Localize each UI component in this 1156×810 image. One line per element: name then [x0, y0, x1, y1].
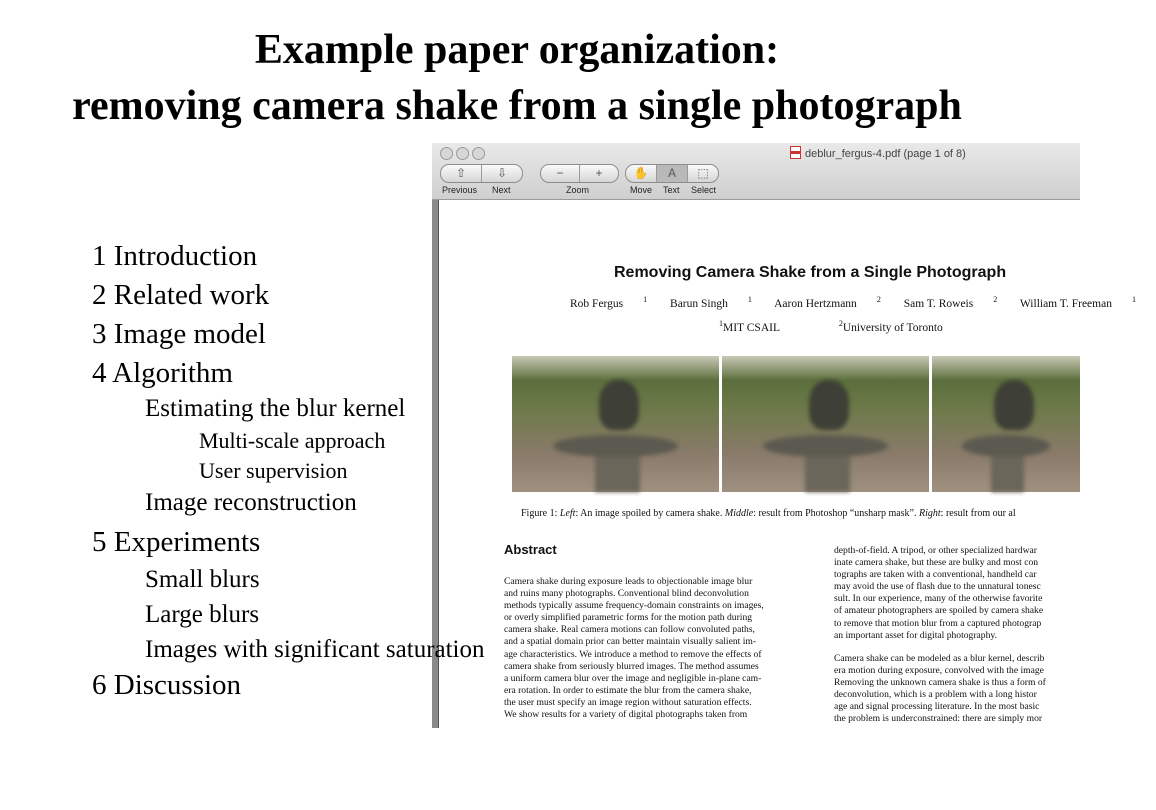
figure-caption: Figure 1: Left: An image spoiled by camera shake. Middle: result from Photoshop “unsharp mask”. Right: result from our al	[521, 508, 1016, 519]
previous-label: Previous	[442, 185, 478, 195]
text-tool-icon: A	[667, 166, 676, 180]
zoom-in-button[interactable]	[579, 165, 618, 182]
text-line: the problem is underconstrained: there are simply mor	[834, 713, 1043, 725]
intro-paragraph-2	[834, 653, 1046, 726]
text-line: and a spatial domain prior can better maintain visually salient im-	[504, 636, 757, 648]
next-arrow-icon: ⇩	[496, 166, 508, 180]
paper-authors	[570, 295, 1156, 310]
author: Rob Fergus $^1$	[570, 295, 648, 310]
text-line: the user must specify an image region without saturation effects.	[504, 696, 752, 708]
affiliation: $^1$MIT CSAIL	[719, 319, 780, 334]
abstract-heading: Abstract	[504, 542, 557, 557]
text-line: tographs are taken with a conventional, handheld car	[834, 569, 1037, 581]
hand-move-icon: ✋	[633, 166, 649, 180]
move-tool-button[interactable]	[626, 165, 656, 182]
text-line: era rotation. In order to estimate the blur from the camera shake,	[504, 684, 752, 696]
previous-page-button[interactable]	[441, 165, 481, 182]
text-line: an important asset for digital photography.	[834, 629, 997, 641]
text-line: and ruins many photographs. Conventional blind deconvolution	[504, 588, 749, 600]
window-title-text: deblur_fergus-4.pdf (page 1 of 8)	[805, 148, 966, 160]
zoom-label: Zoom	[566, 185, 590, 195]
outline-item-level-1: 5 Experiments	[92, 526, 261, 558]
page-nav-control	[440, 164, 523, 183]
outline-item-level-3: Multi-scale approach	[199, 428, 386, 453]
tool-mode-control	[625, 164, 719, 183]
text-line: to remove that motion blur from a captured photograp	[834, 617, 1042, 629]
zoom-window-button[interactable]	[472, 147, 485, 160]
outline-item-level-1: 3 Image model	[92, 318, 266, 350]
next-label: Next	[492, 185, 511, 195]
figure-image-middle	[722, 356, 929, 492]
window-controls	[440, 147, 488, 165]
window-title	[790, 146, 966, 160]
outline-item-level-2: Image reconstruction	[145, 489, 357, 516]
affiliation: $^2$University of Toronto	[838, 319, 943, 334]
text-line: may avoid the use of flash due to the unnatural tonesc	[834, 581, 1041, 593]
text-line: inate camera shake, but these are bulky and most con	[834, 557, 1039, 569]
text-line: camera shake. Real camera motions can follow convoluted paths,	[504, 624, 755, 636]
text-line: age characteristics. We introduce a method to remove the effects of	[504, 648, 762, 660]
outline-item-level-2: Images with significant saturation	[145, 636, 485, 663]
text-line: or overly simplified parametric forms for the motion path during	[504, 612, 753, 624]
paper-title: Removing Camera Shake from a Single Photograph	[614, 264, 1007, 281]
select-label: Select	[691, 185, 717, 195]
intro-paragraph-1	[834, 545, 1043, 642]
outline-item-level-1: 2 Related work	[92, 279, 270, 311]
text-line: sult. In our experience, many of the otherwise favorite	[834, 593, 1043, 605]
author: William T. Freeman $^1$	[1019, 295, 1136, 310]
text-line: age and signal processing literature. In the most basic	[834, 701, 1040, 713]
outline-item-level-2: Estimating the blur kernel	[145, 395, 406, 422]
zoom-in-icon: +	[595, 166, 603, 180]
minimize-window-button[interactable]	[456, 147, 469, 160]
abstract-text	[504, 576, 809, 721]
text-tool-button[interactable]	[656, 165, 687, 182]
zoom-control	[540, 164, 619, 183]
author: Barun Singh $^1$	[670, 295, 752, 310]
text-line: depth-of-field. A tripod, or other specialized hardwar	[834, 545, 1037, 556]
text-line: of amateur photographers are spoiled by camera shake	[834, 605, 1044, 617]
previous-arrow-icon: ⇧	[455, 166, 467, 180]
select-tool-icon: ⬚	[697, 166, 709, 180]
outline-item-level-1: 6 Discussion	[92, 669, 242, 701]
zoom-out-icon: −	[556, 166, 564, 180]
slide-title-line-2: removing camera shake from a single photograph	[72, 83, 962, 129]
viewer-toolbar	[432, 143, 1080, 200]
outline-item-level-2: Large blurs	[145, 601, 260, 628]
move-label: Move	[630, 185, 653, 195]
zoom-out-button[interactable]	[541, 165, 579, 182]
text-line: a uniform camera blur over the image and negligible in-plane cam-	[504, 672, 762, 684]
text-line: Camera shake can be modeled as a blur kernel, describ	[834, 653, 1045, 664]
pdf-page[interactable]	[439, 200, 1136, 728]
pdf-file-icon	[790, 146, 801, 159]
next-page-button[interactable]	[481, 165, 522, 182]
outline-item-level-1: 1 Introduction	[92, 240, 258, 272]
outline-item-level-1: 4 Algorithm	[92, 357, 233, 389]
text-line: We show results for a variety of digital photographs taken from	[504, 709, 748, 721]
text-label: Text	[663, 185, 680, 195]
pdf-viewer-window	[432, 143, 1136, 728]
figure-image-right	[932, 356, 1080, 492]
text-line: methods typically assume frequency-domain constraints on images,	[504, 600, 764, 612]
figure-image-left	[512, 356, 719, 492]
text-line: deconvolution, which is a problem with a long histor	[834, 689, 1037, 701]
close-window-button[interactable]	[440, 147, 453, 160]
select-tool-button[interactable]	[687, 165, 718, 182]
slide-title-line-1: Example paper organization:	[254, 27, 780, 73]
text-line: camera shake from seriously blurred images. The method assumes	[504, 660, 759, 672]
author: Aaron Hertzmann $^2$	[774, 295, 881, 310]
outline-item-level-2: Small blurs	[145, 566, 260, 593]
paper-affiliations	[719, 319, 999, 334]
author: Sam T. Roweis $^2$	[903, 295, 998, 310]
outline-item-level-3: User supervision	[199, 458, 348, 483]
text-line: Camera shake during exposure leads to objectionable image blur	[504, 576, 753, 587]
text-line: Removing the unknown camera shake is thus a form of	[834, 677, 1046, 689]
text-line: era motion during exposure, convolved with the image	[834, 665, 1044, 677]
